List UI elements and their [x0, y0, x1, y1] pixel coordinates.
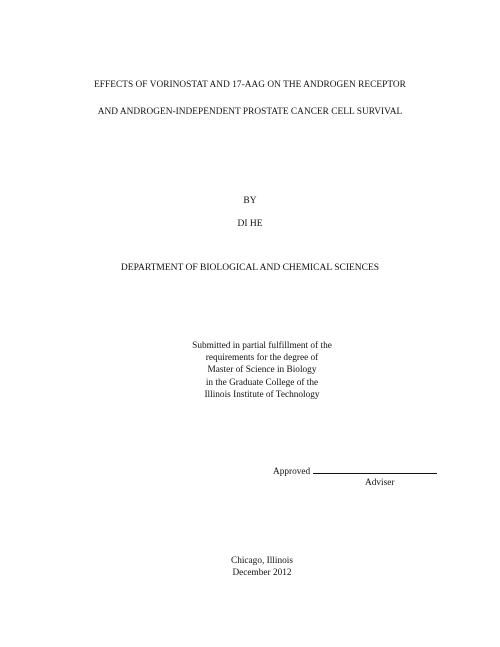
location: Chicago, Illinois: [231, 556, 293, 566]
submission-line-4: in the Graduate College of the: [205, 377, 319, 388]
submission-statement: [0, 340, 500, 401]
submission-line-5: Illinois Institute of Technology: [204, 389, 320, 400]
submission-line-1: Submitted in partial fulfillment of the: [192, 341, 332, 351]
adviser-label: Adviser: [365, 478, 395, 488]
department-name: DEPARTMENT OF BIOLOGICAL AND CHEMICAL SCIENCES: [120, 263, 380, 273]
by-label: BY: [243, 196, 257, 206]
author-name: DI HE: [237, 219, 263, 229]
date: December 2012: [232, 568, 292, 579]
submission-line-3: Master of Science in Biology: [207, 365, 317, 376]
approved-label: Approved: [273, 467, 311, 477]
approval-line: [273, 464, 437, 478]
submission-line-2: requirements for the degree of: [205, 353, 319, 364]
thesis-title-line-1: EFFECTS OF VORINOSTAT AND 17-AAG ON THE ANDROGEN RECEPTOR: [94, 80, 406, 90]
thesis-title-line-2: AND ANDROGEN-INDEPENDENT PROSTATE CANCER CELL SURVIVAL: [97, 107, 403, 117]
signature-line: [313, 464, 437, 474]
footer: [0, 555, 500, 579]
